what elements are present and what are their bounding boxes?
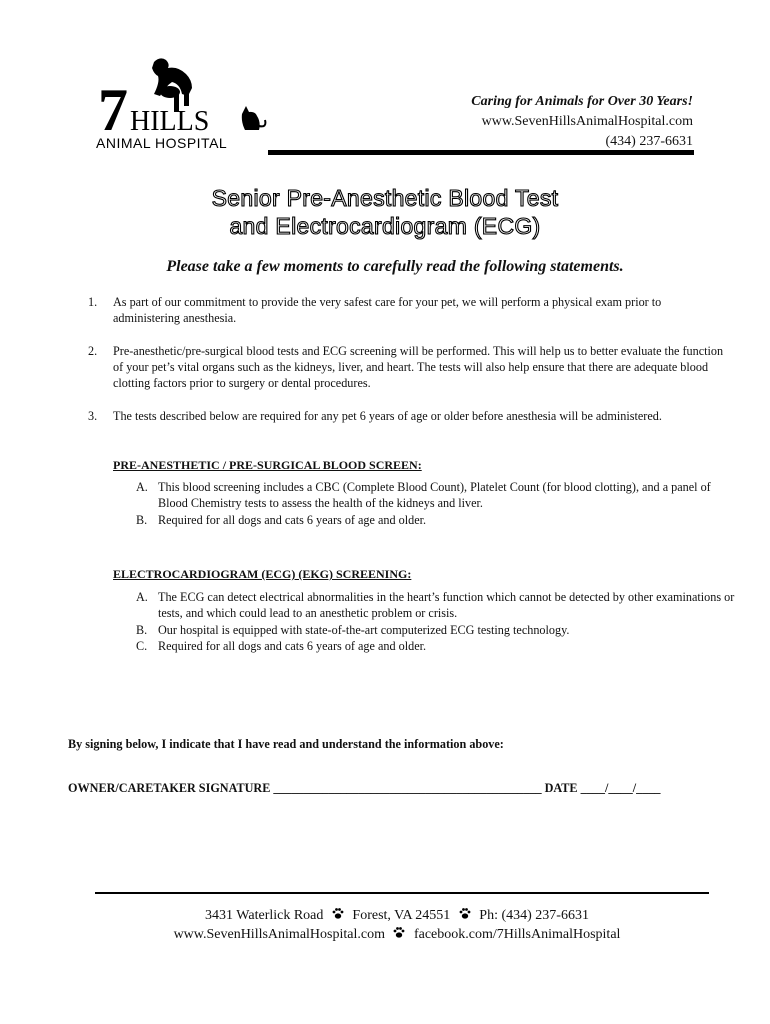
intro-statement: Please take a few moments to carefully read the following statements.	[166, 258, 624, 275]
dog-silhouette-icon	[152, 58, 192, 112]
cat-silhouette-icon	[242, 106, 266, 130]
blood-screen-heading: PRE-ANESTHETIC / PRE-SURGICAL BLOOD SCREEN:	[113, 458, 422, 472]
ecg-screen-item	[136, 622, 736, 638]
signature-field[interactable]: ____________________________________________	[273, 781, 542, 795]
list-item	[88, 343, 728, 391]
list-item	[88, 408, 728, 424]
contact-header	[471, 92, 693, 152]
footer-line-2	[0, 925, 770, 944]
item-letter: C.	[136, 639, 148, 653]
ecg-screen-item	[136, 638, 736, 654]
signature-label: OWNER/CARETAKER SIGNATURE	[68, 781, 271, 795]
footer-address: 3431 Waterlick Road	[205, 908, 324, 923]
footer-city: Forest, VA 24551	[352, 908, 451, 923]
footer-phone: Ph: (434) 237-6631	[479, 908, 589, 923]
item-letter: B.	[136, 623, 148, 637]
tagline: Caring for Animals for Over 30 Years!	[471, 94, 693, 109]
header-website: www.SevenHillsAnimalHospital.com	[481, 114, 693, 129]
item-letter: A.	[136, 480, 148, 494]
item-number: 1.	[88, 295, 98, 309]
title-line-2: and Electrocardiogram (ECG)	[229, 213, 541, 239]
item-letter: A.	[136, 590, 148, 604]
ecg-screen-heading: ELECTROCARDIOGRAM (ECG) (EKG) SCREENING:	[113, 567, 412, 581]
item-letter: B.	[136, 513, 148, 527]
item-text: Pre-anesthetic/pre-surgical blood tests and ECG screening will be performed. This will help us to better evaluate the function of your pet’s vital organs such as the kidneys, liver, and heart. The tests will also help ensure that there are adequate blood clotting factors prior to surgery or dental procedures.	[113, 344, 724, 390]
item-text: As part of our commitment to provide the very safest care for your pet, we will perform a physical exam prior to administering anesthesia.	[113, 295, 662, 325]
signature-row	[68, 781, 661, 796]
item-text: Required for all dogs and cats 6 years of age and older.	[158, 513, 427, 527]
item-text: The ECG can detect electrical abnormalities in the heart’s function which cannot be detected by other examinations or tests, and which could lead to an anesthetic problem or crisis.	[158, 590, 735, 620]
footer-divider	[95, 892, 709, 894]
document-title	[0, 184, 770, 240]
blood-screen-item	[136, 512, 736, 528]
hospital-logo	[92, 52, 282, 152]
paw-print-icon	[392, 925, 406, 939]
item-text: The tests described below are required for any pet 6 years of age or older before anesthesia will be administered.	[113, 409, 662, 423]
footer-facebook[interactable]: facebook.com/7HillsAnimalHospital	[413, 927, 621, 942]
list-item	[88, 294, 728, 326]
signature-statement: By signing below, I indicate that I have read and understand the information above:	[68, 737, 504, 751]
header-phone: (434) 237-6631	[605, 134, 693, 149]
item-text: Our hospital is equipped with state-of-the-art computerized ECG testing technology.	[158, 623, 570, 637]
paw-print-icon	[331, 906, 345, 920]
footer-website[interactable]: www.SevenHillsAnimalHospital.com	[173, 927, 385, 942]
ecg-screen-item	[136, 589, 736, 621]
blood-screen-item	[136, 479, 736, 511]
header-divider	[268, 150, 694, 155]
footer-line-1	[0, 906, 770, 925]
item-text: This blood screening includes a CBC (Complete Blood Count), Platelet Count (for blood clotting), and a panel of Blood Chemistry tests to assess the health of the kidneys and liver.	[158, 480, 711, 510]
logo-subtitle: ANIMAL HOSPITAL	[96, 135, 228, 151]
item-number: 3.	[88, 409, 98, 423]
item-number: 2.	[88, 344, 98, 358]
title-line-1: Senior Pre-Anesthetic Blood Test	[211, 185, 559, 211]
logo-name: HILLS	[130, 106, 210, 137]
paw-print-icon	[458, 906, 472, 920]
date-field[interactable]: ____/____/____	[580, 781, 661, 795]
item-text: Required for all dogs and cats 6 years of age and older.	[158, 639, 427, 653]
date-label: DATE	[544, 781, 578, 795]
logo-numeral: 7	[98, 77, 128, 143]
